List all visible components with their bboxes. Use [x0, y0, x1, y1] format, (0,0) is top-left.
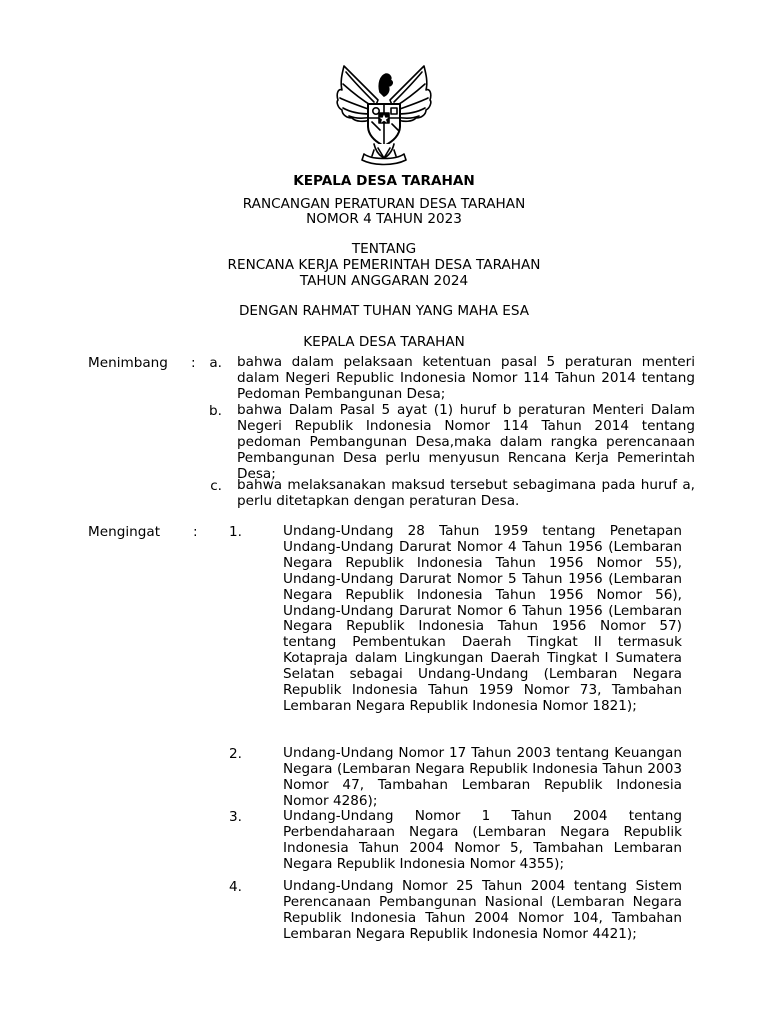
subject-line-2: TAHUN ANGGARAN 2024: [299, 273, 469, 289]
issuer-title: KEPALA DESA TARAHAN: [293, 173, 475, 189]
mengingat-colon: :: [193, 524, 198, 540]
list-item-text: bahwa Dalam Pasal 5 ayat (1) huruf b peraturan Menteri Dalam Negeri Republik Indonesia Nomor 114 Tahun 2014 tentang pedoman Pembangunan Desa,maka dalam rangka perencanaan Pembangunan Desa perlu menyusun Rencana Kerja Pemerintah Desa;: [237, 402, 695, 482]
list-item-marker: 2.: [229, 746, 242, 762]
document-type: RANCANGAN PERATURAN DESA TARAHAN: [242, 196, 526, 212]
list-item-marker: a.: [209, 355, 222, 371]
subject-line-1: RENCANA KERJA PEMERINTAH DESA TARAHAN: [227, 257, 541, 273]
list-item-text: Undang-Undang Nomor 17 Tahun 2003 tentang Keuangan Negara (Lembaran Negara Republik Indonesia Tahun 2003 Nomor 47, Tambahan Lembaran Republik Indonesia Nomor 4286);: [283, 745, 682, 809]
list-item-text: Undang-Undang Nomor 25 Tahun 2004 tentang Sistem Perencanaan Pembangunan Nasional (Lembaran Negara Republik Indonesia Tahun 2004 Nomor 104, Tambahan Lembaran Negara Republik Indonesia Nomor 4421);: [283, 878, 682, 942]
garuda-pancasila-emblem-icon: [334, 60, 434, 168]
mengingat-label: Mengingat: [88, 524, 161, 540]
menimbang-label: Menimbang: [88, 355, 168, 371]
list-item-marker: 3.: [229, 809, 242, 825]
list-item-text: bahwa dalam pelaksaan ketentuan pasal 5 peraturan menteri dalam Negeri Republic Indonesia Nomor 114 Tahun 2014 tentang Pedoman Pembangunan Desa;: [237, 354, 695, 402]
issuer-repeat: KEPALA DESA TARAHAN: [303, 334, 465, 350]
about-label: TENTANG: [351, 241, 417, 257]
list-item-text: Undang-Undang 28 Tahun 1959 tentang Penetapan Undang-Undang Darurat Nomor 4 Tahun 1956 (Lembaran Negara Republik Indonesia Tahun 1956 Nomor 55), Undang-Undang Darurat Nomor 5 Tahun 1956 (Lembaran Negara Republik Indonesia Tahun 1956 Nomor 56), Undang-Undang Darurat Nomor 6 Tahun 1956 (Lembaran Negara Republik Indonesia Tahun 1956 Nomor 57) tentang Pembentukan Daerah Tingkat II termasuk Kotapraja dalam Lingkungan Daerah Tingkat I Sumatera Selatan sebagai Undang-Undang (Lembaran Negara Republik Indonesia Tahun 1959 Nomor 73, Tambahan Lembaran Negara Republik Indonesia Nomor 1821);: [283, 523, 682, 714]
list-item-marker: 1.: [229, 524, 242, 540]
blessing-line: DENGAN RAHMAT TUHAN YANG MAHA ESA: [238, 303, 530, 319]
list-item-text: Undang-Undang Nomor 1 Tahun 2004 tentang Perbendaharaan Negara (Lembaran Negara Republik Indonesia Tahun 2004 Nomor 5, Tambahan Lembaran Negara Republik Indonesia Nomor 4355);: [283, 808, 682, 872]
list-item-marker: 4.: [229, 879, 242, 895]
list-item-marker: c.: [210, 478, 222, 494]
menimbang-colon: :: [191, 355, 196, 371]
list-item-text: bahwa melaksanakan maksud tersebut sebagimana pada huruf a, perlu ditetapkan dengan peraturan Desa.: [237, 477, 695, 509]
document-number: NOMOR 4 TAHUN 2023: [306, 211, 462, 227]
list-item-marker: b.: [209, 403, 222, 419]
